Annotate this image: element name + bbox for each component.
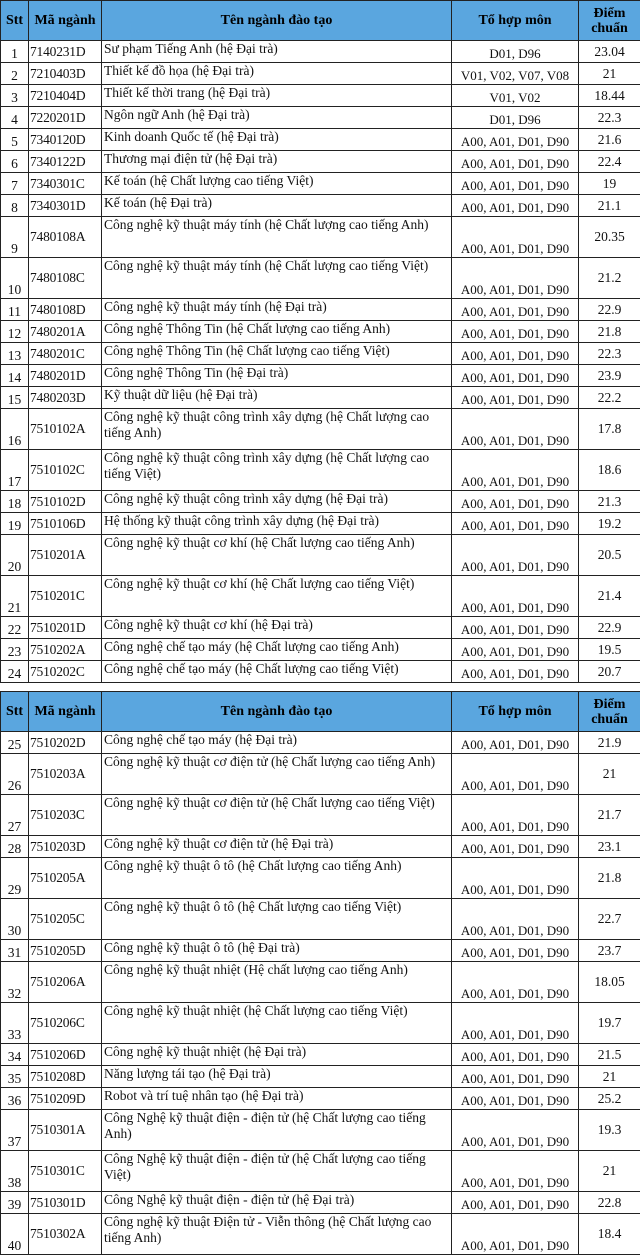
- row-stt: 34: [1, 1044, 29, 1066]
- row-to-hop-mon: A00, A01, D01, D90: [452, 795, 579, 836]
- row-stt: 8: [1, 195, 29, 217]
- table-row: [1, 63, 640, 85]
- row-to-hop-mon: A00, A01, D01, D90: [452, 129, 579, 151]
- row-stt: 27: [1, 795, 29, 836]
- row-to-hop-mon: A00, A01, D01, D90: [452, 661, 579, 683]
- row-stt: 28: [1, 836, 29, 858]
- row-diem-chuan: 23.9: [579, 365, 640, 387]
- row-ten-nganh: Kỹ thuật dữ liệu (hệ Đại trà): [102, 387, 452, 409]
- row-ten-nganh: Ngôn ngữ Anh (hệ Đại trà): [102, 107, 452, 129]
- table-row: [1, 576, 640, 617]
- row-ma-nganh: 7510202C: [29, 661, 102, 683]
- table-row: [1, 661, 640, 683]
- row-stt: 9: [1, 217, 29, 258]
- row-ten-nganh: Công nghệ chế tạo máy (hệ Đại trà): [102, 732, 452, 754]
- row-diem-chuan: 21.7: [579, 795, 640, 836]
- table-row: [1, 1151, 640, 1192]
- row-diem-chuan: 23.7: [579, 940, 640, 962]
- row-to-hop-mon: A00, A01, D01, D90: [452, 940, 579, 962]
- row-to-hop-mon: D01, D96: [452, 107, 579, 129]
- row-to-hop-mon: A00, A01, D01, D90: [452, 639, 579, 661]
- table-row: [1, 343, 640, 365]
- row-to-hop-mon: A00, A01, D01, D90: [452, 365, 579, 387]
- row-diem-chuan: 22.3: [579, 107, 640, 129]
- row-ten-nganh: Thiết kế thời trang (hệ Đại trà): [102, 85, 452, 107]
- table-row: [1, 195, 640, 217]
- row-diem-chuan: 19.3: [579, 1110, 640, 1151]
- row-stt: 36: [1, 1088, 29, 1110]
- row-diem-chuan: 21.2: [579, 258, 640, 299]
- row-to-hop-mon: A00, A01, D01, D90: [452, 732, 579, 754]
- row-ma-nganh: 7510102D: [29, 491, 102, 513]
- row-to-hop-mon: A00, A01, D01, D90: [452, 1088, 579, 1110]
- row-diem-chuan: 22.4: [579, 151, 640, 173]
- table-row: [1, 1044, 640, 1066]
- row-ten-nganh: Công nghệ Thông Tin (hệ Chất lượng cao tiếng Việt): [102, 343, 452, 365]
- table-row: [1, 365, 640, 387]
- row-stt: 7: [1, 173, 29, 195]
- table-row: [1, 217, 640, 258]
- row-to-hop-mon: A00, A01, D01, D90: [452, 617, 579, 639]
- row-stt: 31: [1, 940, 29, 962]
- table-row: [1, 107, 640, 129]
- row-to-hop-mon: V01, V02: [452, 85, 579, 107]
- row-to-hop-mon: A00, A01, D01, D90: [452, 836, 579, 858]
- row-diem-chuan: 21.1: [579, 195, 640, 217]
- row-ma-nganh: 7340301C: [29, 173, 102, 195]
- row-ma-nganh: 7510206C: [29, 1003, 102, 1044]
- table-row: [1, 1110, 640, 1151]
- row-to-hop-mon: A00, A01, D01, D90: [452, 535, 579, 576]
- row-ma-nganh: 7510202A: [29, 639, 102, 661]
- table-row: [1, 899, 640, 940]
- row-ma-nganh: 7510208D: [29, 1066, 102, 1088]
- table-row: [1, 409, 640, 450]
- row-diem-chuan: 20.5: [579, 535, 640, 576]
- row-diem-chuan: 22.3: [579, 343, 640, 365]
- row-ma-nganh: 7220201D: [29, 107, 102, 129]
- row-ten-nganh: Công nghệ kỹ thuật công trình xây dựng (hệ Đại trà): [102, 491, 452, 513]
- row-ten-nganh: Hệ thống kỹ thuật công trình xây dựng (hệ Đại trà): [102, 513, 452, 535]
- row-ma-nganh: 7510201D: [29, 617, 102, 639]
- row-stt: 3: [1, 85, 29, 107]
- row-ma-nganh: 7340120D: [29, 129, 102, 151]
- row-to-hop-mon: A00, A01, D01, D90: [452, 1192, 579, 1214]
- row-ten-nganh: Sư phạm Tiếng Anh (hệ Đại trà): [102, 41, 452, 63]
- row-ten-nganh: Công nghệ kỹ thuật ô tô (hệ Đại trà): [102, 940, 452, 962]
- row-stt: 16: [1, 409, 29, 450]
- row-ten-nganh: Công nghệ kỹ thuật ô tô (hệ Chất lượng cao tiếng Việt): [102, 899, 452, 940]
- row-ten-nganh: Công Nghệ kỹ thuật điện - điện tử (hệ Đại trà): [102, 1192, 452, 1214]
- row-diem-chuan: 18.05: [579, 962, 640, 1003]
- row-ma-nganh: 7510203A: [29, 754, 102, 795]
- row-ten-nganh: Công nghệ chế tạo máy (hệ Chất lượng cao tiếng Việt): [102, 661, 452, 683]
- row-ma-nganh: 7510202D: [29, 732, 102, 754]
- row-diem-chuan: 21.6: [579, 129, 640, 151]
- table-row: [1, 1192, 640, 1214]
- row-diem-chuan: 18.44: [579, 85, 640, 107]
- row-to-hop-mon: A00, A01, D01, D90: [452, 409, 579, 450]
- row-diem-chuan: 22.9: [579, 617, 640, 639]
- row-ma-nganh: 7510301A: [29, 1110, 102, 1151]
- row-to-hop-mon: A00, A01, D01, D90: [452, 491, 579, 513]
- row-ten-nganh: Công nghệ kỹ thuật công trình xây dựng (hệ Chất lượng cao tiếng Việt): [102, 450, 452, 491]
- header-ma-nganh: Mã ngành: [29, 692, 102, 732]
- row-ten-nganh: Công Nghệ kỹ thuật điện - điện tử (hệ Chất lượng cao tiếng Anh): [102, 1110, 452, 1151]
- row-stt: 29: [1, 858, 29, 899]
- row-to-hop-mon: A00, A01, D01, D90: [452, 754, 579, 795]
- row-stt: 2: [1, 63, 29, 85]
- table-row: [1, 513, 640, 535]
- row-ten-nganh: Công nghệ kỹ thuật máy tính (hệ Chất lượng cao tiếng Anh): [102, 217, 452, 258]
- row-ma-nganh: 7480203D: [29, 387, 102, 409]
- row-stt: 10: [1, 258, 29, 299]
- row-stt: 26: [1, 754, 29, 795]
- table-body-part2: [1, 732, 640, 1255]
- row-diem-chuan: 21.5: [579, 1044, 640, 1066]
- row-to-hop-mon: A00, A01, D01, D90: [452, 151, 579, 173]
- table-header-row: [1, 1, 640, 41]
- row-stt: 35: [1, 1066, 29, 1088]
- row-stt: 24: [1, 661, 29, 683]
- row-to-hop-mon: A00, A01, D01, D90: [452, 217, 579, 258]
- header-ten-nganh: Tên ngành đào tạo: [102, 692, 452, 732]
- row-ma-nganh: 7510201A: [29, 535, 102, 576]
- row-diem-chuan: 21.9: [579, 732, 640, 754]
- row-diem-chuan: 21.3: [579, 491, 640, 513]
- row-stt: 11: [1, 299, 29, 321]
- row-stt: 30: [1, 899, 29, 940]
- row-diem-chuan: 23.1: [579, 836, 640, 858]
- row-stt: 33: [1, 1003, 29, 1044]
- row-diem-chuan: 19: [579, 173, 640, 195]
- row-to-hop-mon: A00, A01, D01, D90: [452, 195, 579, 217]
- table-row: [1, 41, 640, 63]
- row-to-hop-mon: A00, A01, D01, D90: [452, 387, 579, 409]
- row-to-hop-mon: A00, A01, D01, D90: [452, 1003, 579, 1044]
- row-ma-nganh: 7480201C: [29, 343, 102, 365]
- header-to-hop-mon: Tổ hợp môn: [452, 1, 579, 41]
- row-ma-nganh: 7510205C: [29, 899, 102, 940]
- row-diem-chuan: 19.5: [579, 639, 640, 661]
- row-stt: 15: [1, 387, 29, 409]
- row-ten-nganh: Năng lượng tái tạo (hệ Đại trà): [102, 1066, 452, 1088]
- row-ma-nganh: 7510102C: [29, 450, 102, 491]
- row-ma-nganh: 7480201A: [29, 321, 102, 343]
- row-to-hop-mon: A00, A01, D01, D90: [452, 513, 579, 535]
- header-diem-chuan: Điểm chuẩn: [579, 692, 640, 732]
- row-ten-nganh: Thiết kế đồ họa (hệ Đại trà): [102, 63, 452, 85]
- table-row: [1, 836, 640, 858]
- row-stt: 21: [1, 576, 29, 617]
- row-stt: 1: [1, 41, 29, 63]
- row-to-hop-mon: A00, A01, D01, D90: [452, 343, 579, 365]
- table-row: [1, 129, 640, 151]
- row-stt: 22: [1, 617, 29, 639]
- row-diem-chuan: 22.9: [579, 299, 640, 321]
- row-diem-chuan: 22.8: [579, 1192, 640, 1214]
- row-ten-nganh: Công nghệ kỹ thuật nhiệt (hệ Chất lượng cao tiếng Việt): [102, 1003, 452, 1044]
- row-ten-nganh: Công nghệ kỹ thuật cơ điện tử (hệ Chất lượng cao tiếng Việt): [102, 795, 452, 836]
- row-ma-nganh: 7510209D: [29, 1088, 102, 1110]
- row-ma-nganh: 7510102A: [29, 409, 102, 450]
- row-stt: 20: [1, 535, 29, 576]
- row-ten-nganh: Kế toán (hệ Đại trà): [102, 195, 452, 217]
- table-row: [1, 387, 640, 409]
- table-row: [1, 1066, 640, 1088]
- row-stt: 14: [1, 365, 29, 387]
- row-ma-nganh: 7510205A: [29, 858, 102, 899]
- row-ma-nganh: 7480201D: [29, 365, 102, 387]
- row-stt: 32: [1, 962, 29, 1003]
- row-ma-nganh: 7510206A: [29, 962, 102, 1003]
- row-ma-nganh: 7480108D: [29, 299, 102, 321]
- row-ten-nganh: Công nghệ kỹ thuật cơ điện tử (hệ Đại trà): [102, 836, 452, 858]
- row-stt: 6: [1, 151, 29, 173]
- row-ma-nganh: 7140231D: [29, 41, 102, 63]
- table-row: [1, 151, 640, 173]
- table-row: [1, 1214, 640, 1255]
- row-diem-chuan: 22.7: [579, 899, 640, 940]
- row-diem-chuan: 23.04: [579, 41, 640, 63]
- row-diem-chuan: 21: [579, 1151, 640, 1192]
- row-to-hop-mon: A00, A01, D01, D90: [452, 450, 579, 491]
- row-to-hop-mon: A00, A01, D01, D90: [452, 576, 579, 617]
- row-ma-nganh: 7510205D: [29, 940, 102, 962]
- row-ma-nganh: 7510301C: [29, 1151, 102, 1192]
- row-diem-chuan: 25.2: [579, 1088, 640, 1110]
- row-diem-chuan: 21: [579, 1066, 640, 1088]
- table-row: [1, 299, 640, 321]
- row-ma-nganh: 7210404D: [29, 85, 102, 107]
- row-ten-nganh: Công nghệ kỹ thuật cơ khí (hệ Chất lượng cao tiếng Anh): [102, 535, 452, 576]
- row-ten-nganh: Công nghệ Thông Tin (hệ Chất lượng cao tiếng Anh): [102, 321, 452, 343]
- cutoff-score-table-continued: [0, 691, 640, 1255]
- row-ten-nganh: Công nghệ kỹ thuật cơ khí (hệ Chất lượng cao tiếng Việt): [102, 576, 452, 617]
- row-diem-chuan: 19.2: [579, 513, 640, 535]
- table-row: [1, 858, 640, 899]
- row-ten-nganh: Công nghệ kỹ thuật nhiệt (Hệ chất lượng cao tiếng Anh): [102, 962, 452, 1003]
- row-ten-nganh: Thương mại điện tử (hệ Đại trà): [102, 151, 452, 173]
- table-row: [1, 639, 640, 661]
- row-ma-nganh: 7340122D: [29, 151, 102, 173]
- table-header-row: [1, 692, 640, 732]
- row-ten-nganh: Công nghệ Thông Tin (hệ Đại trà): [102, 365, 452, 387]
- row-ten-nganh: Robot và trí tuệ nhân tạo (hệ Đại trà): [102, 1088, 452, 1110]
- row-diem-chuan: 21: [579, 63, 640, 85]
- row-to-hop-mon: A00, A01, D01, D90: [452, 858, 579, 899]
- table-row: [1, 962, 640, 1003]
- row-ma-nganh: 7510203C: [29, 795, 102, 836]
- row-stt: 19: [1, 513, 29, 535]
- row-stt: 37: [1, 1110, 29, 1151]
- row-diem-chuan: 19.7: [579, 1003, 640, 1044]
- table-body-part1: [1, 41, 640, 683]
- row-stt: 23: [1, 639, 29, 661]
- row-to-hop-mon: A00, A01, D01, D90: [452, 299, 579, 321]
- row-ma-nganh: 7510206D: [29, 1044, 102, 1066]
- table-row: [1, 258, 640, 299]
- header-stt: Stt: [1, 692, 29, 732]
- row-diem-chuan: 21: [579, 754, 640, 795]
- row-diem-chuan: 20.35: [579, 217, 640, 258]
- row-ten-nganh: Công nghệ kỹ thuật máy tính (hệ Chất lượng cao tiếng Việt): [102, 258, 452, 299]
- table-row: [1, 85, 640, 107]
- row-ma-nganh: 7480108C: [29, 258, 102, 299]
- row-ten-nganh: Công nghệ kỹ thuật máy tính (hệ Đại trà): [102, 299, 452, 321]
- row-stt: 18: [1, 491, 29, 513]
- row-ma-nganh: 7510301D: [29, 1192, 102, 1214]
- row-ten-nganh: Kế toán (hệ Chất lượng cao tiếng Việt): [102, 173, 452, 195]
- row-ma-nganh: 7510106D: [29, 513, 102, 535]
- row-stt: 39: [1, 1192, 29, 1214]
- row-stt: 25: [1, 732, 29, 754]
- header-stt: Stt: [1, 1, 29, 41]
- row-stt: 5: [1, 129, 29, 151]
- row-to-hop-mon: A00, A01, D01, D90: [452, 1151, 579, 1192]
- row-diem-chuan: 21.8: [579, 321, 640, 343]
- row-stt: 4: [1, 107, 29, 129]
- table-row: [1, 732, 640, 754]
- row-ma-nganh: 7210403D: [29, 63, 102, 85]
- row-stt: 13: [1, 343, 29, 365]
- row-ten-nganh: Công nghệ kỹ thuật ô tô (hệ Chất lượng cao tiếng Anh): [102, 858, 452, 899]
- row-ten-nganh: Công nghệ kỹ thuật cơ điện tử (hệ Chất lượng cao tiếng Anh): [102, 754, 452, 795]
- table-row: [1, 795, 640, 836]
- row-ten-nganh: Công nghệ chế tạo máy (hệ Chất lượng cao tiếng Anh): [102, 639, 452, 661]
- row-to-hop-mon: V01, V02, V07, V08: [452, 63, 579, 85]
- table-row: [1, 1088, 640, 1110]
- table-row: [1, 173, 640, 195]
- row-diem-chuan: 21.8: [579, 858, 640, 899]
- row-ten-nganh: Công Nghệ kỹ thuật điện - điện tử (hệ Chất lượng cao tiếng Việt): [102, 1151, 452, 1192]
- table-row: [1, 535, 640, 576]
- row-ma-nganh: 7510203D: [29, 836, 102, 858]
- row-diem-chuan: 18.6: [579, 450, 640, 491]
- table-row: [1, 940, 640, 962]
- header-ten-nganh: Tên ngành đào tạo: [102, 1, 452, 41]
- row-to-hop-mon: A00, A01, D01, D90: [452, 899, 579, 940]
- table-row: [1, 754, 640, 795]
- row-to-hop-mon: A00, A01, D01, D90: [452, 321, 579, 343]
- row-to-hop-mon: A00, A01, D01, D90: [452, 1044, 579, 1066]
- row-ma-nganh: 7340301D: [29, 195, 102, 217]
- row-ten-nganh: Kinh doanh Quốc tế (hệ Đại trà): [102, 129, 452, 151]
- row-ma-nganh: 7510302A: [29, 1214, 102, 1255]
- row-stt: 40: [1, 1214, 29, 1255]
- row-diem-chuan: 20.7: [579, 661, 640, 683]
- row-to-hop-mon: D01, D96: [452, 41, 579, 63]
- table-row: [1, 450, 640, 491]
- row-ten-nganh: Công nghệ kỹ thuật cơ khí (hệ Đại trà): [102, 617, 452, 639]
- row-diem-chuan: 18.4: [579, 1214, 640, 1255]
- row-ten-nganh: Công nghệ kỹ thuật nhiệt (hệ Đại trà): [102, 1044, 452, 1066]
- header-ma-nganh: Mã ngành: [29, 1, 102, 41]
- row-to-hop-mon: A00, A01, D01, D90: [452, 1214, 579, 1255]
- row-ten-nganh: Công nghệ kỹ thuật công trình xây dựng (hệ Chất lượng cao tiếng Anh): [102, 409, 452, 450]
- row-stt: 17: [1, 450, 29, 491]
- table-row: [1, 617, 640, 639]
- row-to-hop-mon: A00, A01, D01, D90: [452, 1110, 579, 1151]
- row-stt: 38: [1, 1151, 29, 1192]
- row-ma-nganh: 7510201C: [29, 576, 102, 617]
- row-to-hop-mon: A00, A01, D01, D90: [452, 258, 579, 299]
- row-diem-chuan: 22.2: [579, 387, 640, 409]
- row-to-hop-mon: A00, A01, D01, D90: [452, 962, 579, 1003]
- row-ten-nganh: Công nghệ kỹ thuật Điện tử - Viễn thông (hệ Chất lượng cao tiếng Anh): [102, 1214, 452, 1255]
- header-diem-chuan: Điểm chuẩn: [579, 1, 640, 41]
- table-row: [1, 1003, 640, 1044]
- table-row: [1, 321, 640, 343]
- row-to-hop-mon: A00, A01, D01, D90: [452, 173, 579, 195]
- table-row: [1, 491, 640, 513]
- row-diem-chuan: 17.8: [579, 409, 640, 450]
- row-to-hop-mon: A00, A01, D01, D90: [452, 1066, 579, 1088]
- header-to-hop-mon: Tổ hợp môn: [452, 692, 579, 732]
- row-diem-chuan: 21.4: [579, 576, 640, 617]
- row-stt: 12: [1, 321, 29, 343]
- row-ma-nganh: 7480108A: [29, 217, 102, 258]
